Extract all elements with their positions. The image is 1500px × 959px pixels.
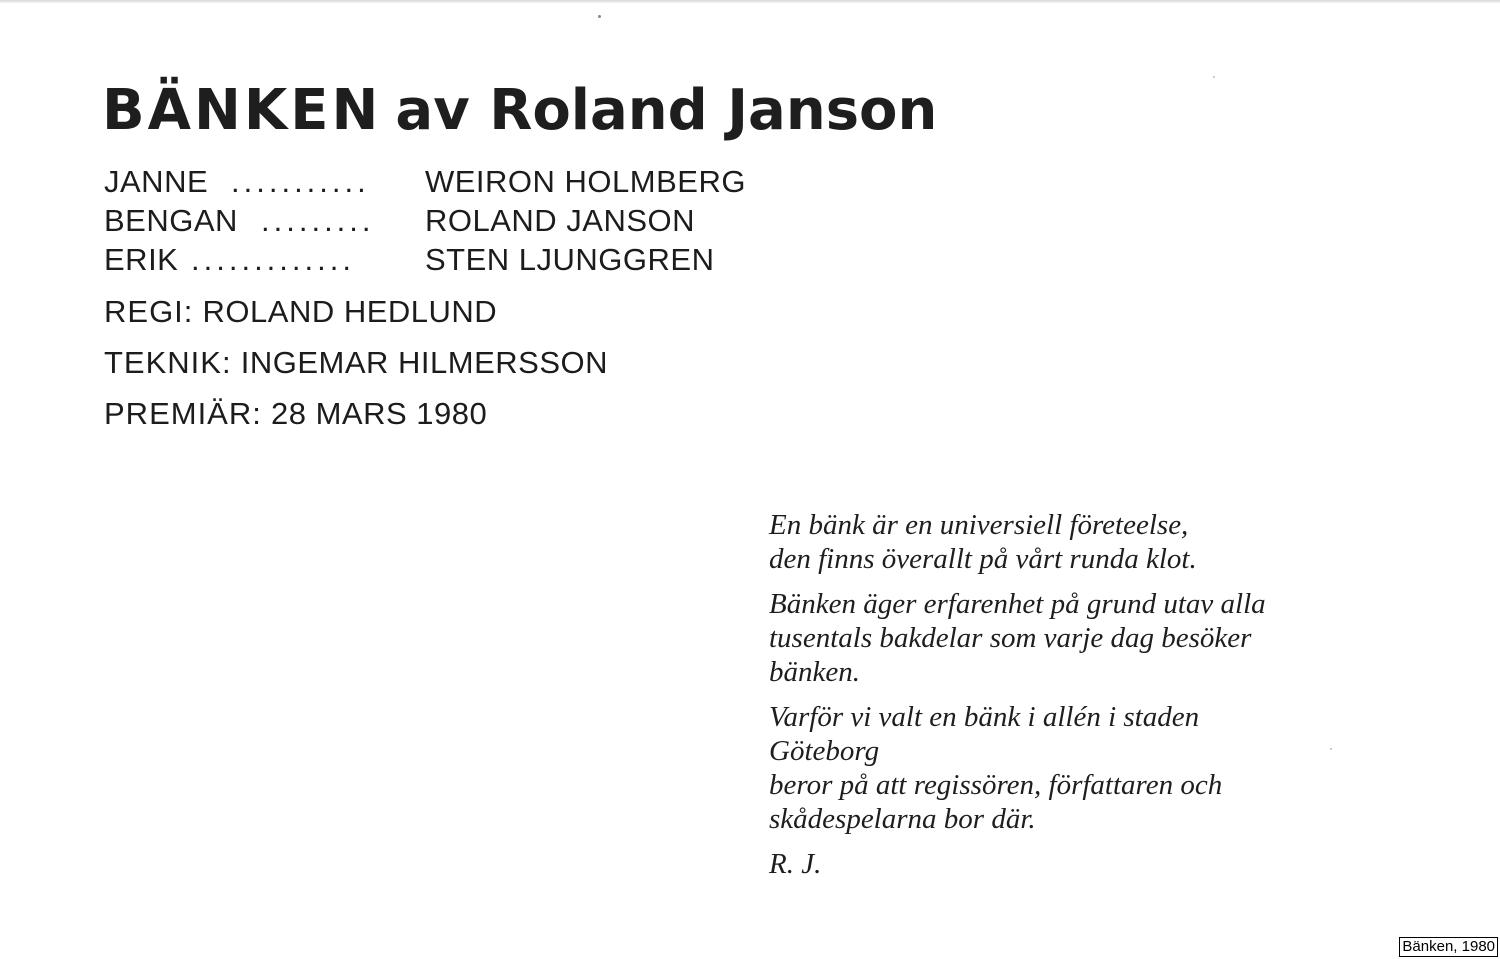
document-title xyxy=(102,76,937,146)
page-top-edge xyxy=(0,0,1500,3)
cast-leader-dots: ........... xyxy=(231,164,370,199)
technician-name: INGEMAR HILMERSSON xyxy=(240,345,608,380)
director-name: ROLAND HEDLUND xyxy=(202,294,498,329)
poem-text xyxy=(769,508,1409,881)
poem-line: beror på att regissören, författaren och xyxy=(769,769,1223,801)
image-caption-tag: Bänken, 1980 xyxy=(1399,937,1498,957)
premiere-date: 28 MARS 1980 xyxy=(270,396,488,431)
poem-line: Bänken äger erfarenhet på grund utav alla xyxy=(769,588,1266,620)
poem-stanza xyxy=(769,508,1409,576)
paper-speck xyxy=(1213,76,1215,78)
cast-role: JANNE xyxy=(104,164,209,199)
poem-line: Varför vi valt en bänk i allén i staden xyxy=(769,701,1200,733)
premiere-label: PREMIÄR: xyxy=(104,396,262,431)
paper-speck xyxy=(598,15,601,18)
cast-role: BENGAN xyxy=(104,203,238,238)
cast-role: ERIK xyxy=(104,242,179,277)
poem-stanza xyxy=(769,700,1409,836)
poem-line: den finns överallt på vårt runda klot. xyxy=(769,543,1197,575)
technician-label: TEKNIK: xyxy=(104,345,232,380)
poem-signature: R. J. xyxy=(769,848,822,880)
director-credit xyxy=(104,292,497,332)
poem-line: tusentals bakdelar som varje dag besöker xyxy=(769,622,1252,654)
title-play-name: BÄNKEN xyxy=(102,78,382,143)
title-author: av Roland Janson xyxy=(395,78,938,143)
cast-actor: ROLAND JANSON xyxy=(425,203,696,238)
technician-credit xyxy=(104,343,608,383)
director-label: REGI: xyxy=(104,294,194,329)
cast-actor: STEN LJUNGGREN xyxy=(425,242,715,277)
poem-line: bänken. xyxy=(769,656,860,688)
cast-leader-dots: ......... xyxy=(261,203,375,238)
premiere-credit xyxy=(104,394,487,434)
poem-line: Göteborg xyxy=(769,735,880,767)
poem-line: En bänk är en universiell företeelse, xyxy=(769,509,1189,541)
poem-line: skådespelarna bor där. xyxy=(769,803,1036,835)
cast-leader-dots: ............. xyxy=(191,242,355,277)
poem-stanza xyxy=(769,587,1409,689)
cast-actor: WEIRON HOLMBERG xyxy=(425,164,746,199)
